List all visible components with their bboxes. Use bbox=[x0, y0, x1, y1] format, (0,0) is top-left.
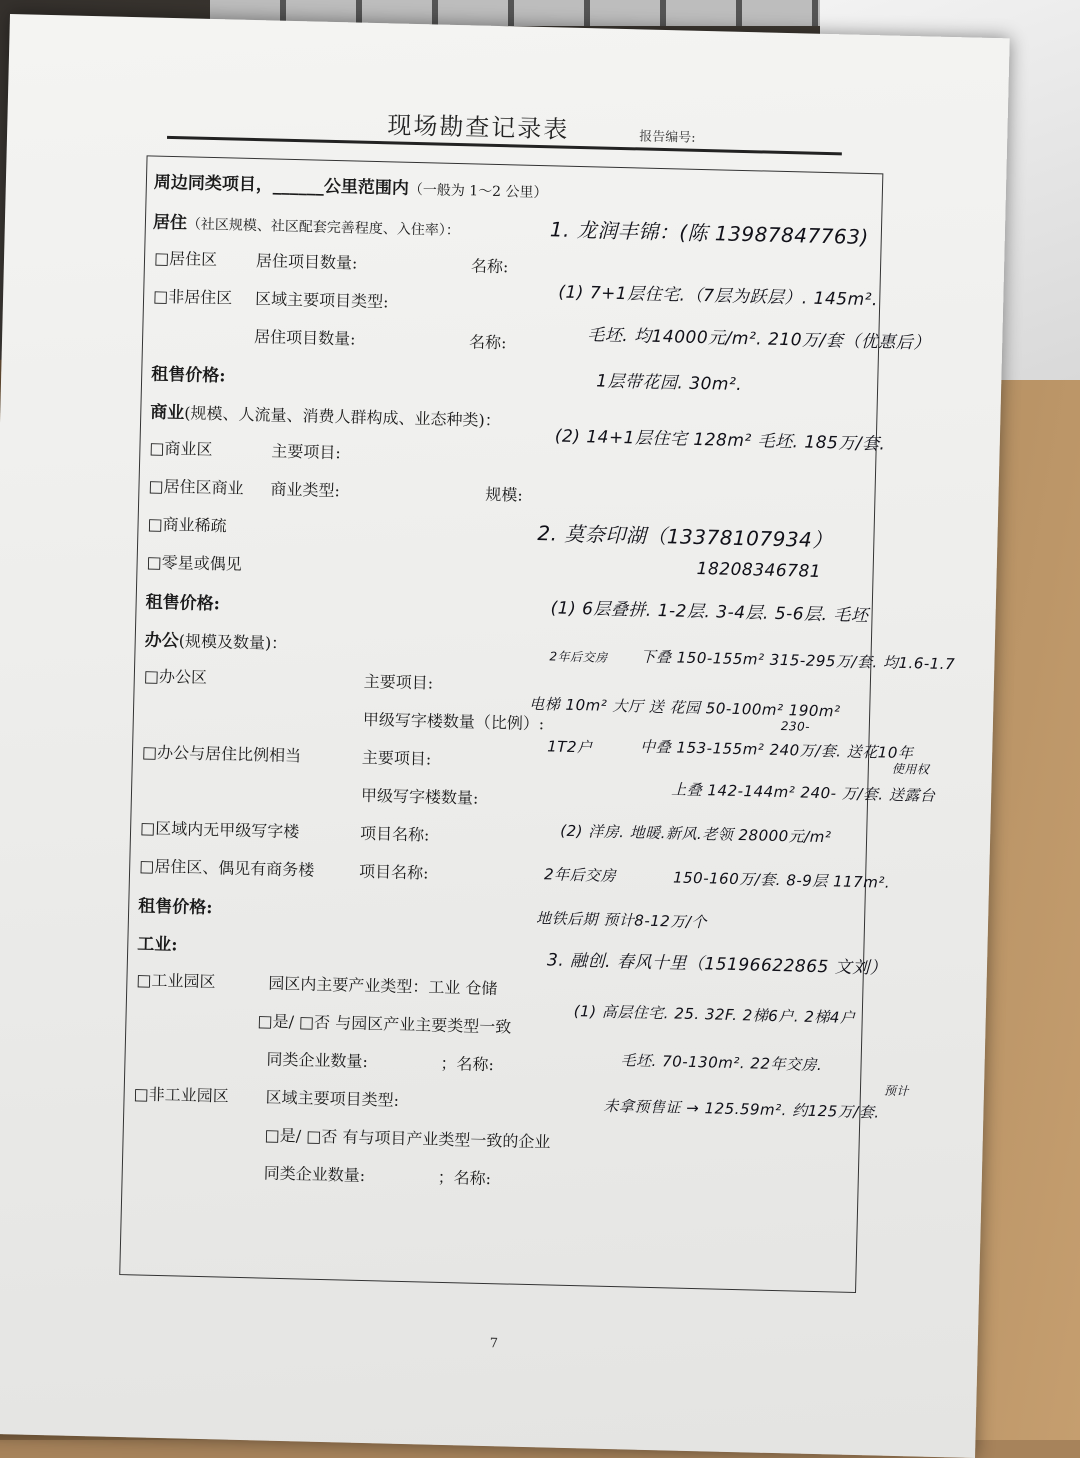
name-label: ；名称: bbox=[437, 1167, 492, 1189]
name-label: ；名称: bbox=[440, 1053, 495, 1075]
handwritten-note: 2. 莫奈印湖（13378107934） bbox=[537, 521, 834, 553]
handwritten-note: (2) 洋房. 地暖.新风.老领 28000元/m² bbox=[559, 821, 832, 847]
industry-heading: 工业: bbox=[137, 934, 178, 956]
checkbox-commercial-area: □商业区 bbox=[149, 438, 213, 460]
checkbox-consistent-park: □是/ □否 与园区产业主要类型一致 bbox=[257, 1011, 512, 1037]
handwritten-note: 18208346781 bbox=[696, 558, 822, 582]
form-title: 现场勘查记录表 bbox=[387, 111, 570, 144]
handwritten-note: 1. 龙润丰锦：(陈 13987847763) bbox=[549, 217, 869, 250]
main-project-label: 主要项目: bbox=[363, 671, 434, 693]
same-type-count-label: 同类企业数量: bbox=[263, 1163, 366, 1186]
handwritten-note: 未拿预售证 → 125.59m². 约125万/套. bbox=[603, 1096, 880, 1122]
grade-a-ratio-label: 甲级写字楼数量（比例）: bbox=[362, 709, 545, 734]
checkbox-non-residential-area: □非居住区 bbox=[152, 286, 233, 308]
residential-count-label: 居住项目数量: bbox=[253, 327, 356, 349]
handwritten-note: 中叠 153-155m² 240万/套. 送花10年 bbox=[640, 737, 914, 763]
commercial-heading: 商业(规模、人流量、消费人群构成、业态种类)： bbox=[150, 402, 501, 431]
park-industry-type-label: 园区内主要产业类型：工业 仓储 bbox=[268, 973, 498, 999]
main-project-type-label: 区域主要项目类型: bbox=[254, 289, 389, 312]
checkbox-commercial-sparse: □商业稀疏 bbox=[147, 514, 227, 536]
handwritten-note: 使用权 bbox=[891, 761, 930, 777]
scale-label: 规模: bbox=[485, 484, 524, 505]
handwritten-note: 2年后交房 bbox=[549, 649, 608, 665]
rent-price-label: 租售价格: bbox=[137, 896, 213, 919]
handwritten-note: 230- bbox=[780, 719, 811, 734]
handwritten-note: 预计 bbox=[883, 1083, 910, 1099]
handwritten-note: 毛坯. 均14000元/m². 210万/套（优惠后） bbox=[587, 325, 931, 354]
checkbox-industrial-park: □工业园区 bbox=[136, 970, 216, 992]
handwritten-note: (2) 14+1层住宅 128m² 毛坯. 185万/套. bbox=[554, 426, 886, 455]
handwritten-note: (1) 高层住宅. 25. 32F. 2梯6户. 2梯4户 bbox=[573, 1002, 856, 1027]
handwritten-note: 1层带花园. 30m². bbox=[595, 371, 743, 395]
area-main-type-label: 区域主要项目类型: bbox=[265, 1087, 400, 1110]
residential-heading: 居住（社区规模、社区配套完善程度、入住率）： bbox=[152, 212, 461, 240]
handwritten-note: 上叠 142-144m² 240- 万/套. 送露台 bbox=[671, 780, 936, 805]
main-project-label: 主要项目: bbox=[361, 747, 432, 769]
handwritten-note: 150-160万/套. 8-9层 117m². bbox=[672, 868, 891, 892]
handwritten-note: 2年后交房 bbox=[543, 865, 617, 886]
checkbox-residential-business: □居住区、偶见有商务楼 bbox=[138, 856, 315, 880]
project-name-label: 项目名称: bbox=[358, 861, 429, 883]
checkbox-no-grade-a: □区域内无甲级写字楼 bbox=[139, 818, 300, 842]
handwritten-note: 3. 融创. 春风十里（15196622865 文刘） bbox=[546, 950, 888, 979]
grade-a-count-label: 甲级写字楼数量: bbox=[360, 785, 479, 808]
checkbox-office-residential-equal: □办公与居住比例相当 bbox=[141, 742, 302, 766]
handwritten-note: 毛坯. 70-130m². 22年交房. bbox=[620, 1051, 823, 1075]
checkbox-residential-commercial: □居住区商业 bbox=[148, 476, 244, 498]
name-label: 名称: bbox=[470, 256, 509, 277]
checkbox-office-area: □办公区 bbox=[143, 666, 208, 688]
rent-price-label: 租售价格: bbox=[145, 592, 221, 615]
checkbox-consistent-enterprise: □是/ □否 有与项目产业类型一致的企业 bbox=[264, 1125, 551, 1152]
handwritten-note: 下叠 150-155m² 315-295万/套. 均1.6-1.7 bbox=[640, 647, 956, 674]
office-heading: 办公(规模及数量)： bbox=[144, 630, 288, 653]
checkbox-residential-area: □居住区 bbox=[153, 248, 218, 270]
residential-count-label: 居住项目数量: bbox=[255, 251, 358, 273]
checkbox-non-industrial-park: □非工业园区 bbox=[133, 1084, 229, 1106]
commercial-type-label: 商业类型: bbox=[270, 479, 341, 501]
nearby-row: 周边同类项目，______公里范围内（一般为 1～2 公里） bbox=[153, 172, 548, 202]
page-number: 7 bbox=[489, 1336, 499, 1352]
checkbox-scattered: □零星或偶见 bbox=[146, 552, 242, 574]
report-number-label: 报告编号: bbox=[639, 129, 696, 146]
handwritten-note: (1) 7+1层住宅.（7层为跃层）. 145m². bbox=[558, 282, 879, 311]
handwritten-note: (1) 6层叠拼. 1-2层. 3-4层. 5-6层. 毛坯 bbox=[550, 598, 869, 627]
handwritten-note: 地铁后期 预计8-12万/个 bbox=[535, 909, 708, 932]
main-project-label: 主要项目: bbox=[271, 441, 342, 463]
name-label: 名称: bbox=[468, 332, 507, 353]
project-name-label: 项目名称: bbox=[359, 823, 430, 845]
same-type-count-label: 同类企业数量: bbox=[266, 1049, 369, 1072]
survey-form-sheet bbox=[0, 14, 1010, 1458]
rent-price-label: 租售价格: bbox=[150, 364, 226, 387]
handwritten-note: 电梯 10m² 大厅 送 花园 50-100m² 190m² bbox=[529, 694, 841, 721]
handwritten-note: 1T2户 bbox=[547, 737, 593, 757]
